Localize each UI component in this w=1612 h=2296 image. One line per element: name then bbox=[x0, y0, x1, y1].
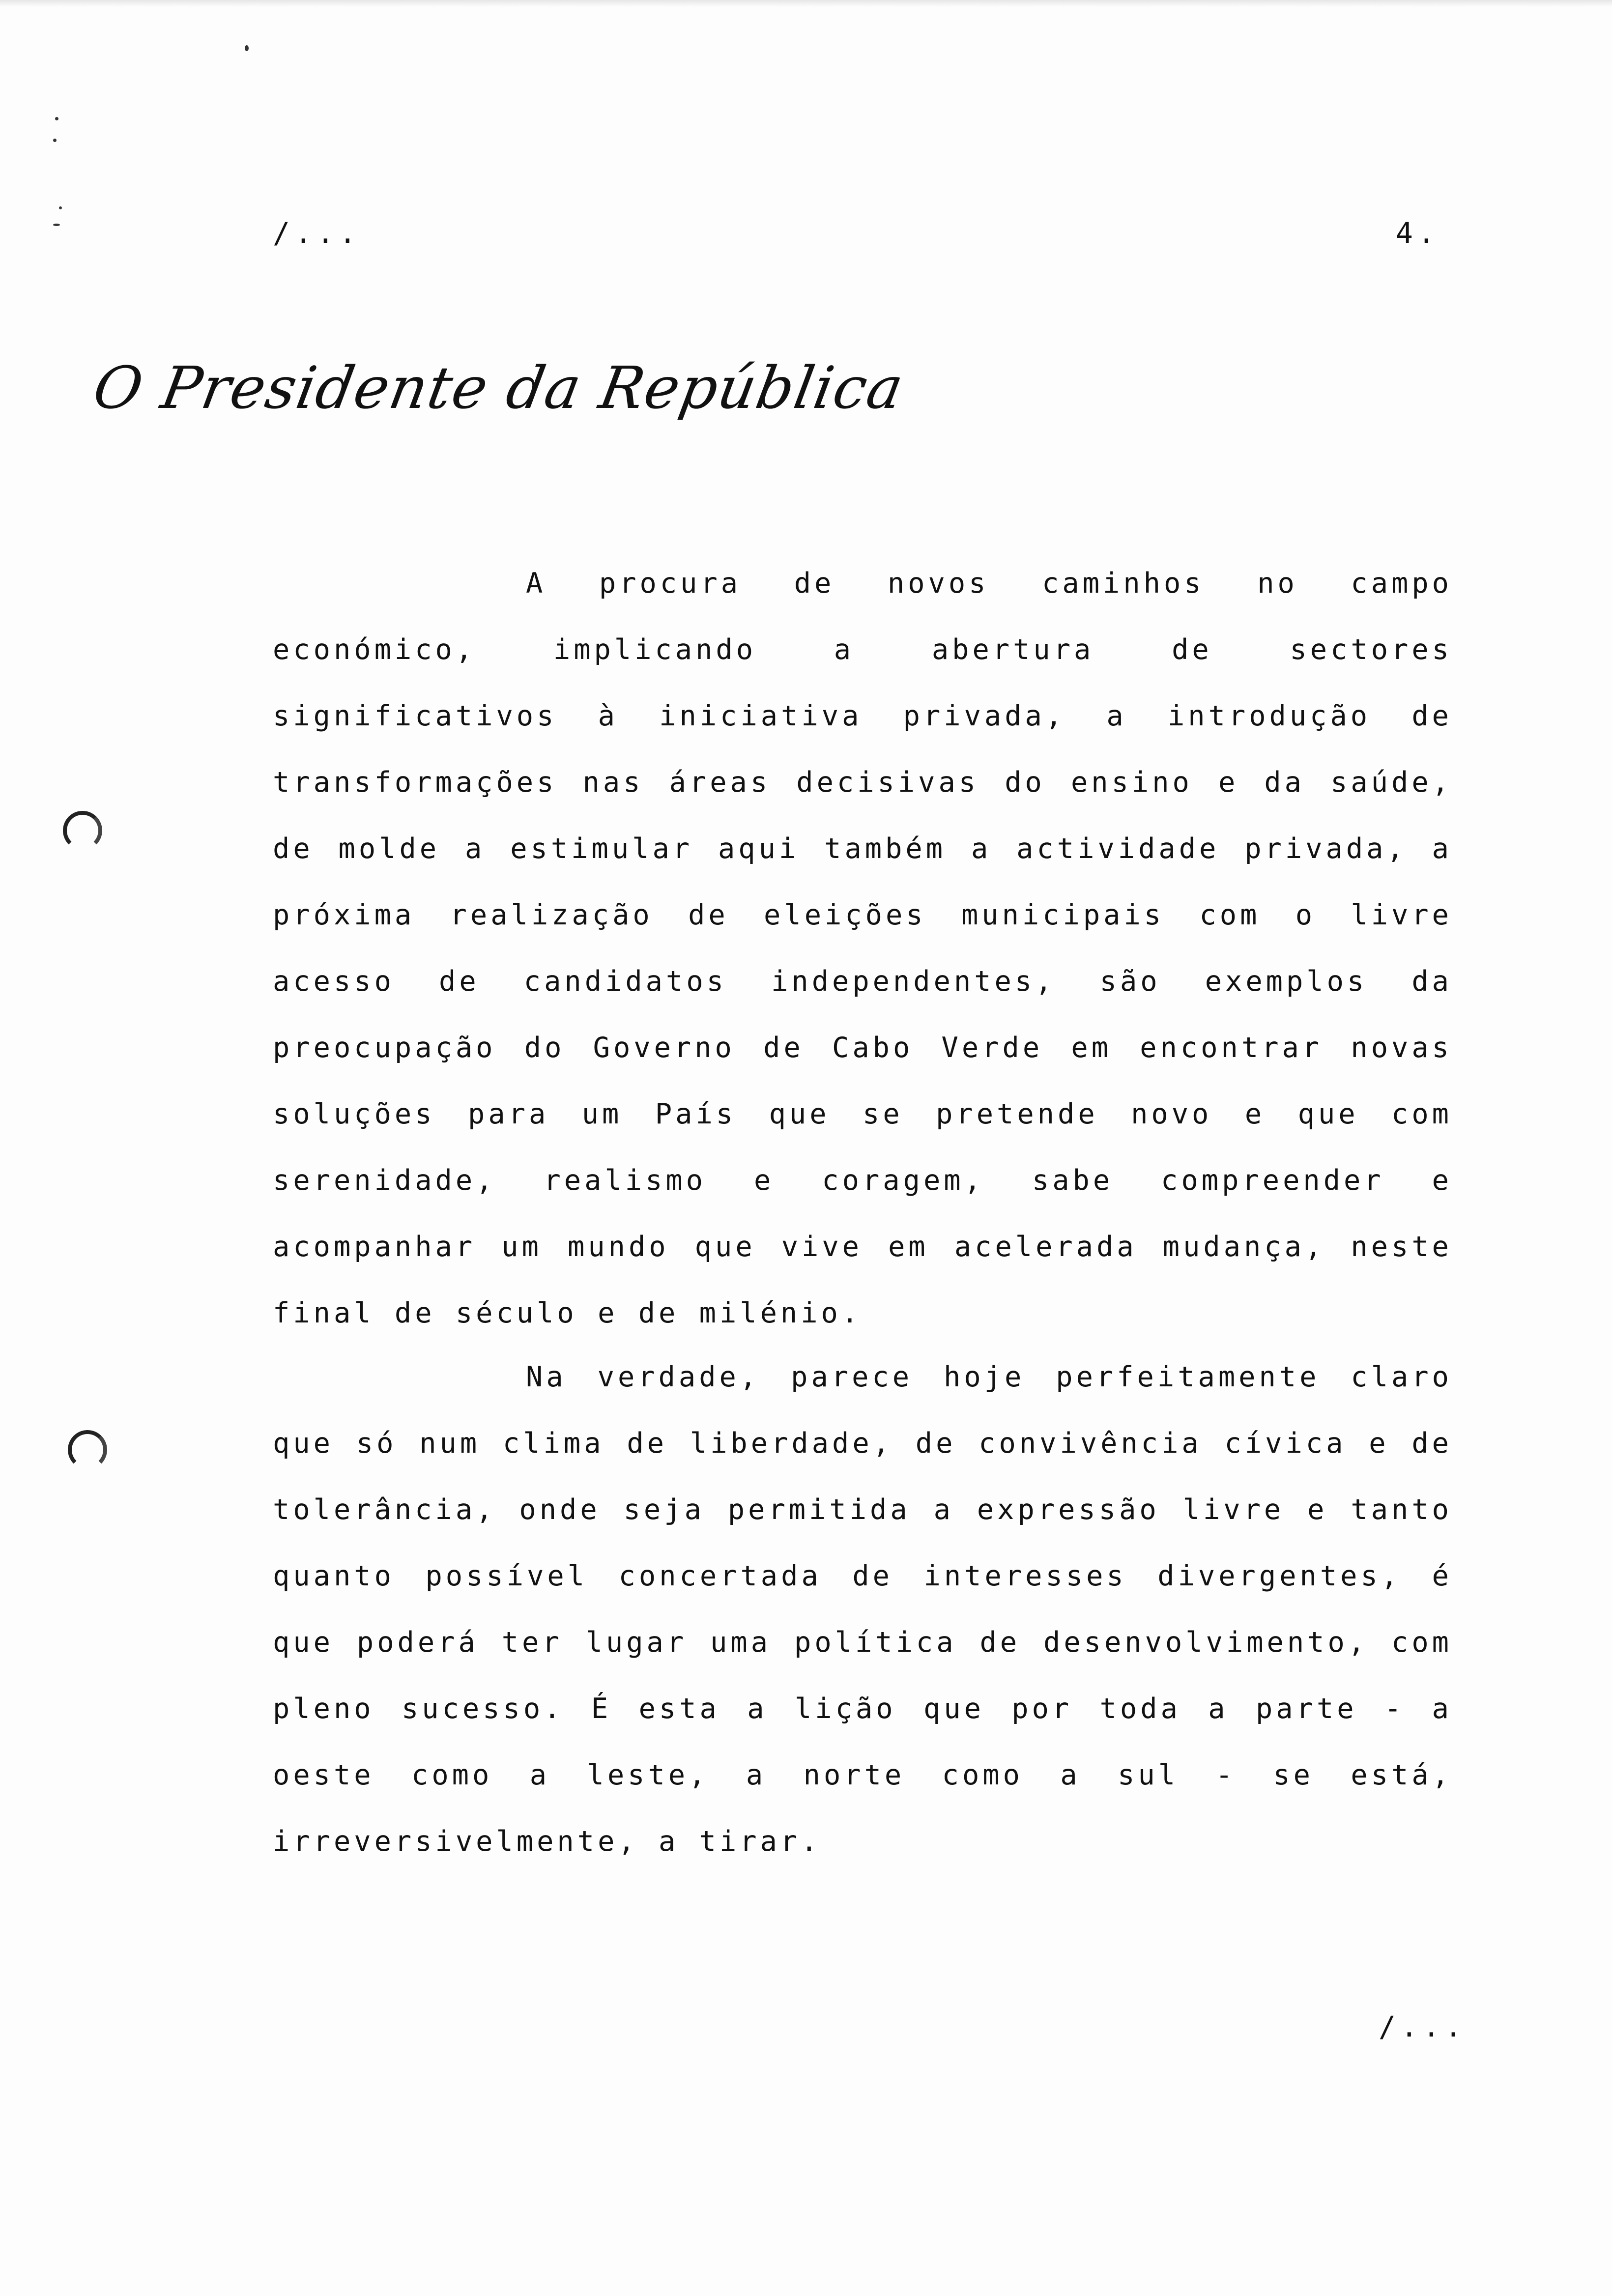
scan-edge bbox=[0, 0, 1612, 7]
scan-speck bbox=[59, 206, 62, 209]
body-paragraph: A procura de novos caminhos no campo económico, implicando a abertura de sectores significativos à iniciativa privada, a introdução de transformações nas áreas decisivas do ensino e da saúde, de molde a estimular aqui também a actividade privada, a próxima realização de eleições municipais com o livre acesso de candidatos independentes, são exemplos da preocupação do Governo de Cabo Verde em encontrar novas soluções para um País que se pretende novo e que com serenidade, realismo e coragem, sabe compreender e acompanhar um mundo que vive em acelerada mudança, neste final de século e de milénio. bbox=[273, 567, 1452, 1329]
punch-hole-mark bbox=[63, 811, 102, 850]
scan-speck bbox=[53, 224, 60, 226]
letterhead-title: O Presidente da República bbox=[88, 354, 909, 422]
scan-speck bbox=[53, 139, 57, 142]
scan-speck bbox=[55, 117, 58, 120]
body-paragraph: Na verdade, parece hoje perfeitamente claro que só num clima de liberdade, de convivência cívica e de tolerância, onde seja permitida a expressão livre e tanto quanto possível concertada de interesses divergentes, é que poderá ter lugar uma política de desenvolvimento, com pleno sucesso. É esta a lição que por toda a parte - a oeste como a leste, a norte como a sul - se está, irreversivelmente, a tirar. bbox=[273, 1361, 1452, 1858]
punch-hole-mark bbox=[68, 1430, 107, 1469]
bottom-continuation-mark: /... bbox=[1379, 2010, 1467, 2043]
page-number: 4. bbox=[1396, 216, 1440, 250]
scan-speck bbox=[245, 45, 249, 51]
top-continuation-mark: /... bbox=[273, 216, 361, 250]
